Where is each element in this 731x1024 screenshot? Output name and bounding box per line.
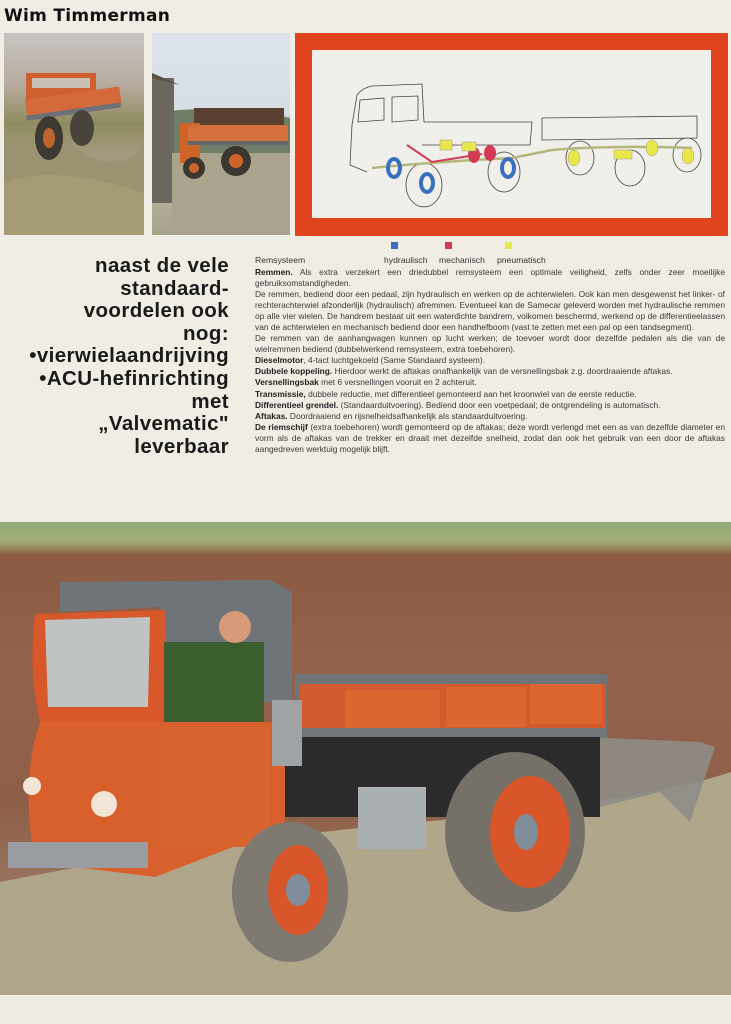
spec-paragraph: Dieselmotor, 4-tact luchtgekoeld (Same Standaard systeem). — [255, 355, 485, 366]
brake-diagram-frame — [295, 33, 728, 236]
headline-line: „Valvematic" — [98, 412, 229, 436]
headline-line: nog: — [183, 321, 229, 345]
spec-paragraph: De riemschijf (extra toebehoren) wordt gemonteerd op de aftakas; deze wordt verlengd met een as van dezelfde diameter en vorm als de aftakas van de trekker en draait met dezelfde snelheid, zodat dan ook het gebruik van een door de aftakas aangedreven werktuig mogelijk blijft. — [255, 421, 725, 454]
specifications-text — [255, 267, 725, 455]
watermark: Wim Timmerman — [4, 6, 171, 26]
spec-paragraph: Transmissie, dubbele reductie, met differentieel gemonteerd aan het kroonwiel van de eerste reductie. — [255, 388, 637, 399]
spec-paragraph: Dubbele koppeling. Hierdoor werkt de aftakas onafhankelijk van de versnellingsbak z.g. doordraaiende aftakas. — [255, 366, 673, 377]
headline-line: standaard- — [120, 276, 229, 300]
spec-paragraph: De remmen van de aanhangwagen kunnen op lucht werken; de toevoer wordt door dezelfde pedalen als die van de wielremmen bediend (dubbelwerkend remsysteem, extra toebehoren). — [255, 333, 725, 355]
headline — [0, 255, 229, 458]
legend-title: Remsysteem — [255, 255, 306, 265]
headline-bullet-4wd: •vierwielaandrijving — [29, 344, 229, 368]
spec-paragraph: Differentieel grendel. (Standaarduitvoering). Bediend door een voetpedaal; de ontgrendeling is automatisch. — [255, 399, 661, 410]
brake-system-diagram — [312, 50, 711, 218]
mechanical-swatch-icon — [445, 242, 452, 249]
headline-bullet-acu: •ACU-hefinrichting — [39, 366, 229, 390]
samecar-tractor-illustration — [0, 522, 731, 995]
photo-tractor-with-wood — [152, 33, 290, 235]
spec-paragraph: Aftakas. Doordraaiend en rijsnelheidsafhankelijk als standaarduitvoering. — [255, 410, 528, 421]
spec-paragraph: Remmen. Als extra verzekert een driedubbel remsysteem een optimale veiligheid, zelfs onder zeer moeilijke gebruiksomstandigheden. — [255, 267, 725, 289]
headline-line: naast de vele — [95, 254, 229, 277]
legend-label-pneumatic: pneumatisch — [497, 255, 546, 265]
truck-trailer-brake-schematic — [312, 50, 711, 218]
spec-paragraph: Versnellingsbak met 6 versnellingen vooruit en 2 achteruit. — [255, 377, 477, 388]
spec-paragraph: De remmen, bediend door een pedaal, zijn hydraulisch en werken op de achterwielen. Ook kan men desgewenst het linker- of rechterachterwiel afzonderlijk (hydraulisch) afremmen. Eventueel kan de Samecar geleverd worden met hydraulische remmen op alle vier wielen. De handrem bestaat uit een waterdichte bandrem, volkomen beschermd, werkend op de differentieelassen van de achterwielen en mechanisch bediend door een handhefboom (vast te zetten met een pal op een tandsegment). — [255, 289, 725, 333]
headline-line: voordelen ook — [83, 299, 229, 323]
brake-legend — [255, 242, 725, 266]
pneumatic-swatch-icon — [505, 242, 512, 249]
tractor-wood-illustration — [152, 33, 290, 235]
hydraulic-swatch-icon — [391, 242, 398, 249]
bottom-margin — [0, 995, 731, 1024]
headline-line: leverbaar — [134, 434, 229, 458]
photo-tractor-on-slope — [4, 33, 144, 235]
legend-label-mechanical: mechanisch — [439, 255, 485, 265]
tractor-slope-illustration — [4, 33, 144, 235]
headline-line: met — [191, 389, 229, 413]
photo-tractor-in-field — [0, 522, 731, 995]
legend-label-hydraulic: hydraulisch — [384, 255, 428, 265]
